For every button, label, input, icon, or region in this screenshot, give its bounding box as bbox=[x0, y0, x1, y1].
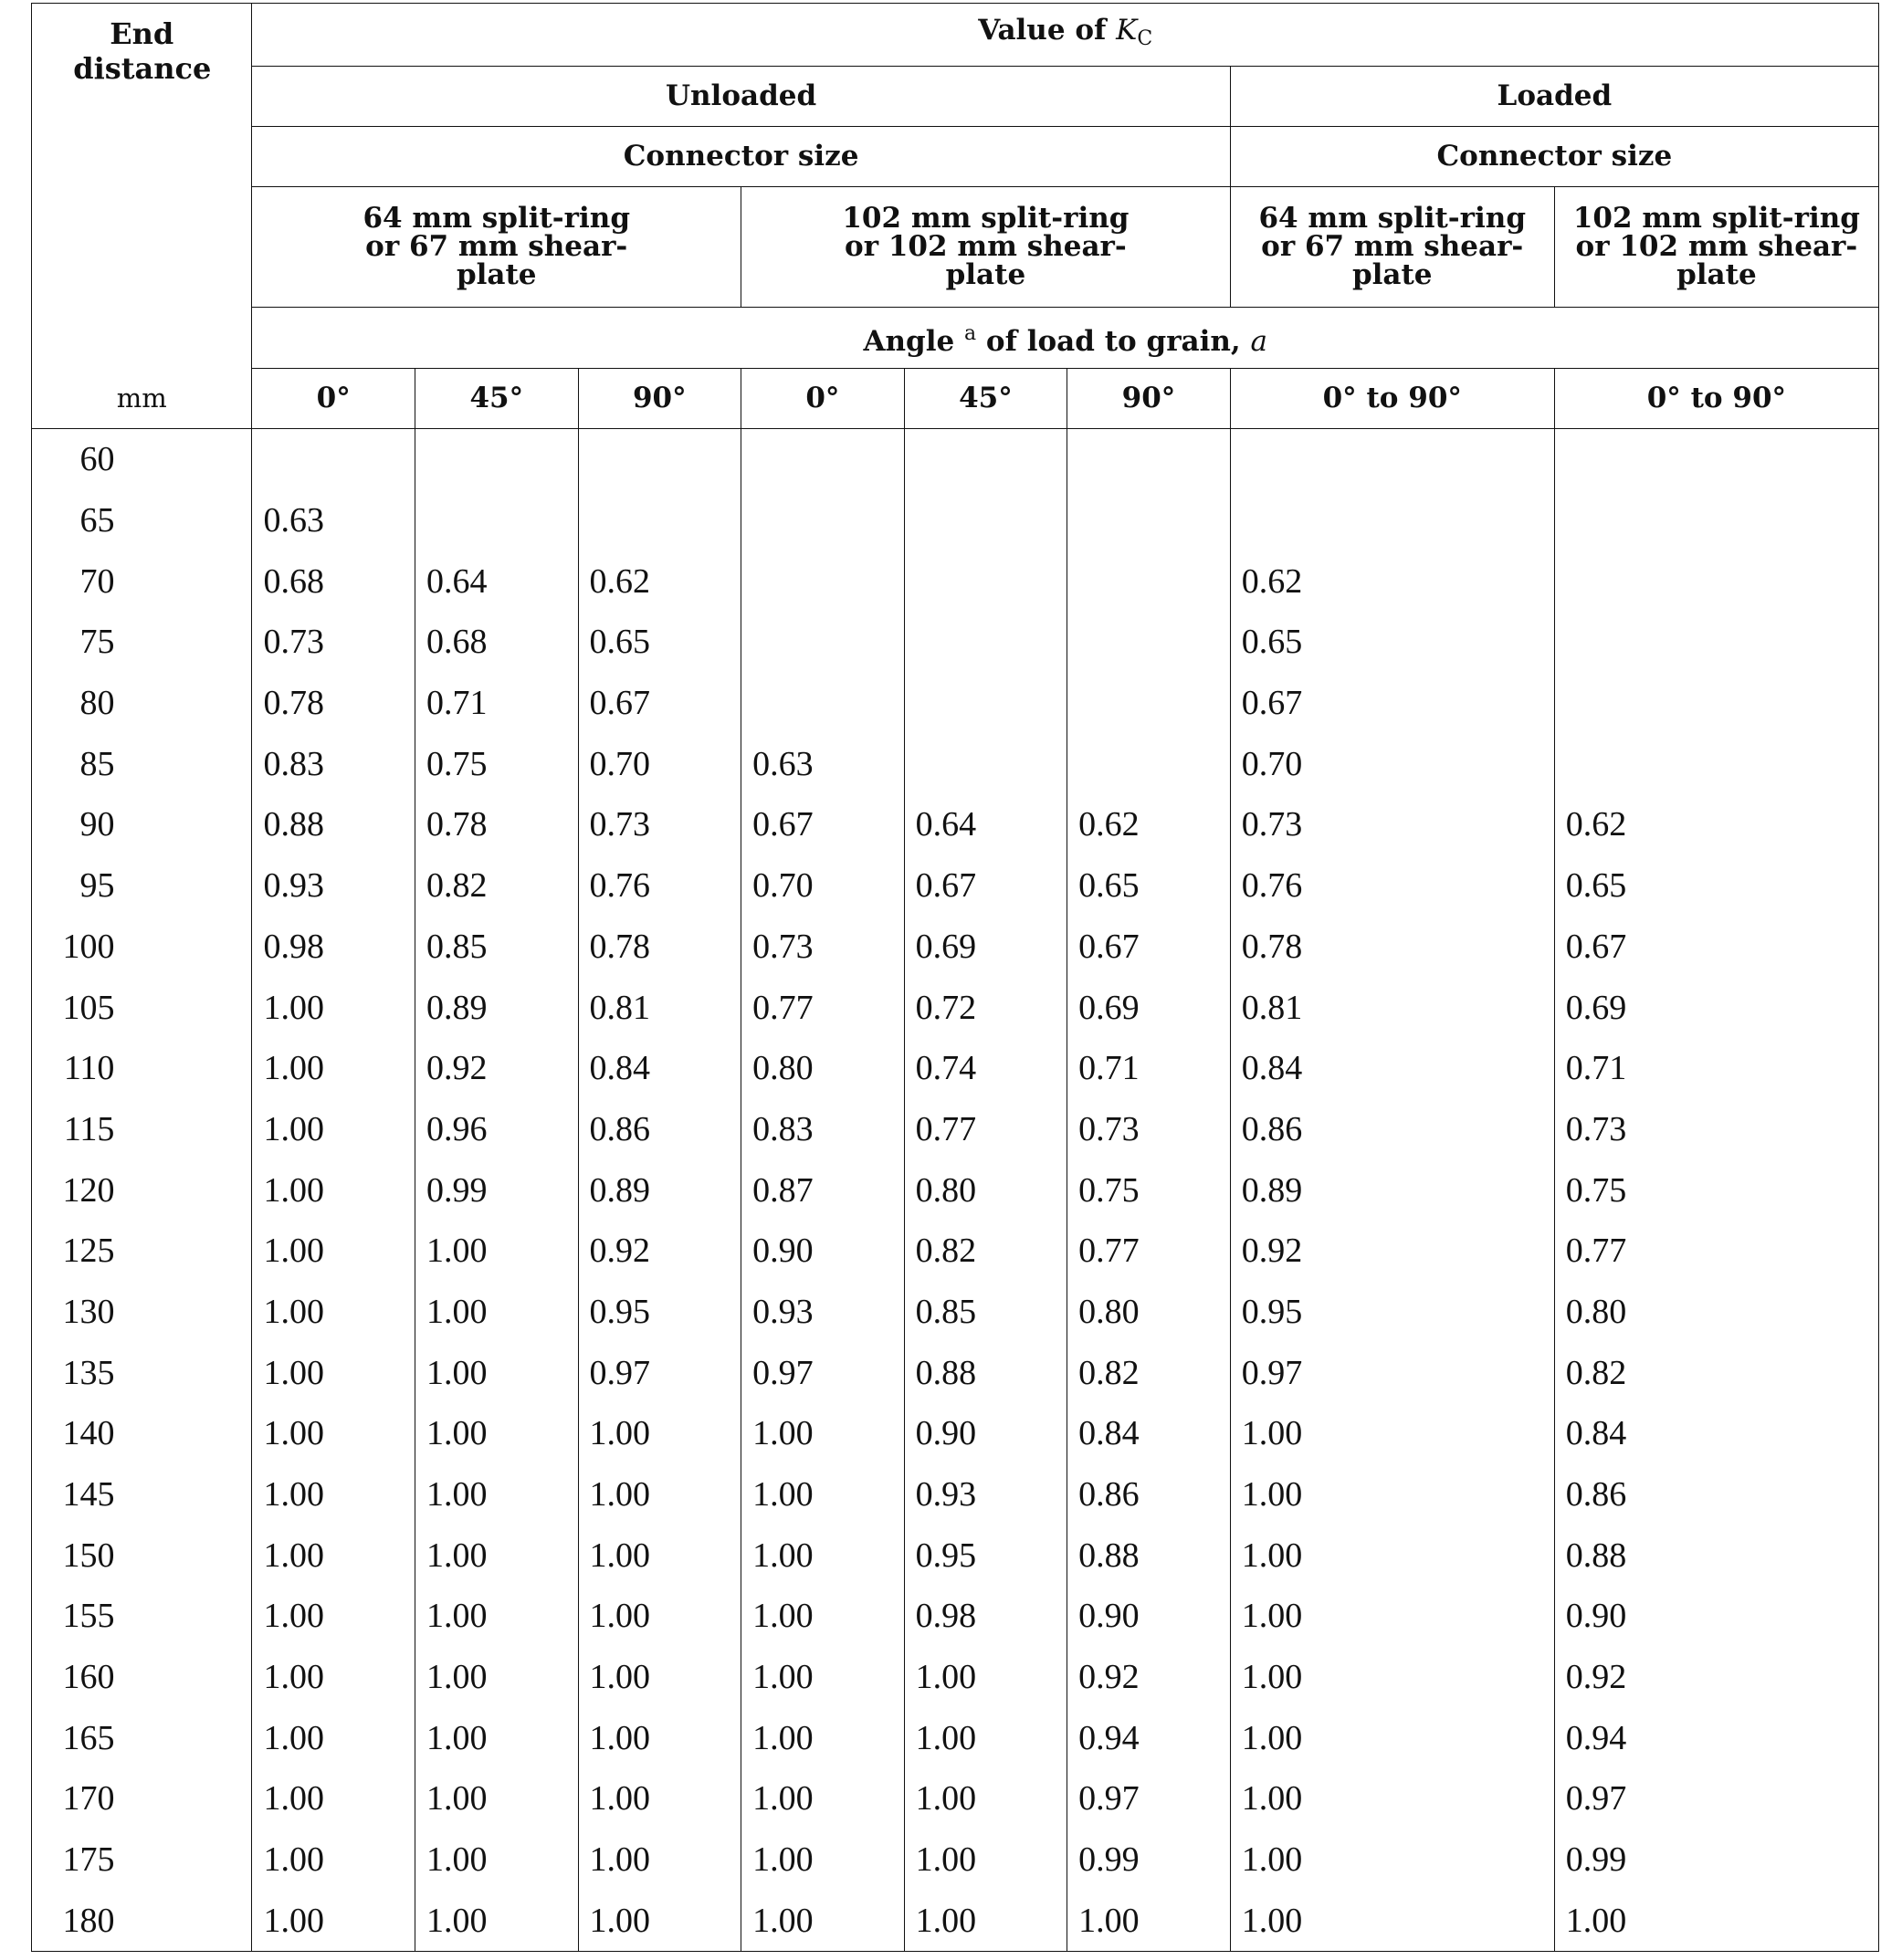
kc-value-cell: 0.93 bbox=[904, 1464, 1067, 1525]
kc-value-cell: 1.00 bbox=[741, 1403, 905, 1464]
table-row bbox=[32, 1586, 1879, 1647]
kc-value-cell: 1.00 bbox=[252, 1221, 415, 1282]
table-row bbox=[32, 1891, 1879, 1952]
kc-value-cell: 1.00 bbox=[904, 1707, 1067, 1768]
kc-value-cell: 0.84 bbox=[1067, 1403, 1231, 1464]
kc-value-cell: 0.83 bbox=[252, 733, 415, 794]
table-row bbox=[32, 917, 1879, 978]
kc-value-cell: 0.73 bbox=[741, 917, 905, 978]
end-distance-cell: 110 bbox=[32, 1038, 252, 1099]
kc-value-cell bbox=[1067, 612, 1231, 673]
kc-value-cell: 0.77 bbox=[1554, 1221, 1878, 1282]
kc-value-cell: 1.00 bbox=[415, 1525, 578, 1586]
kc-value-cell: 1.00 bbox=[415, 1647, 578, 1708]
kc-value-cell bbox=[1230, 429, 1554, 490]
kc-value-cell: 0.78 bbox=[578, 917, 741, 978]
end-distance-cell: 150 bbox=[32, 1525, 252, 1586]
angle-symbol: a bbox=[1250, 325, 1267, 358]
kc-value-cell: 1.00 bbox=[252, 1768, 415, 1829]
kc-value-cell: 1.00 bbox=[1554, 1891, 1878, 1952]
kc-value-cell: 0.76 bbox=[1230, 855, 1554, 917]
end-distance-cell: 65 bbox=[32, 490, 252, 551]
kc-value-cell: 0.67 bbox=[1230, 673, 1554, 734]
kc-value-cell: 1.00 bbox=[741, 1829, 905, 1891]
kc-value-cell: 1.00 bbox=[578, 1768, 741, 1829]
kc-value-cell: 0.99 bbox=[415, 1159, 578, 1221]
end-distance-cell: 70 bbox=[32, 550, 252, 612]
kc-value-cell: 1.00 bbox=[578, 1525, 741, 1586]
kc-value-cell bbox=[1067, 429, 1231, 490]
kc-value-cell: 1.00 bbox=[741, 1891, 905, 1952]
kc-value-cell: 0.80 bbox=[904, 1159, 1067, 1221]
kc-value-cell bbox=[904, 673, 1067, 734]
table-row bbox=[32, 1038, 1879, 1099]
table-row bbox=[32, 794, 1879, 855]
end-distance-cell: 175 bbox=[32, 1829, 252, 1891]
table-row bbox=[32, 612, 1879, 673]
kc-value-cell: 0.77 bbox=[1067, 1221, 1231, 1282]
kc-value-cell: 1.00 bbox=[415, 1891, 578, 1952]
angle-col-8: 0° to 90° bbox=[1554, 369, 1878, 429]
kc-value-cell bbox=[904, 429, 1067, 490]
kc-value-cell bbox=[252, 429, 415, 490]
kc-value-cell: 0.90 bbox=[741, 1221, 905, 1282]
kc-value-cell: 1.00 bbox=[252, 1464, 415, 1525]
kc-value-cell: 0.84 bbox=[578, 1038, 741, 1099]
kc-value-cell: 0.62 bbox=[1067, 794, 1231, 855]
kc-value-cell: 0.92 bbox=[415, 1038, 578, 1099]
kc-value-cell: 0.63 bbox=[252, 490, 415, 551]
kc-value-cell: 0.68 bbox=[415, 612, 578, 673]
kc-value-cell bbox=[578, 429, 741, 490]
table-row bbox=[32, 1707, 1879, 1768]
end-distance-cell: 145 bbox=[32, 1464, 252, 1525]
kc-value-cell: 0.64 bbox=[904, 794, 1067, 855]
end-distance-cell: 165 bbox=[32, 1707, 252, 1768]
kc-value-cell: 0.86 bbox=[1230, 1099, 1554, 1160]
kc-value-cell: 0.92 bbox=[1554, 1647, 1878, 1708]
kc-value-cell: 0.67 bbox=[904, 855, 1067, 917]
end-distance-label: End distance bbox=[73, 16, 212, 86]
kc-value-cell: 1.00 bbox=[415, 1707, 578, 1768]
kc-value-cell: 0.92 bbox=[1067, 1647, 1231, 1708]
kc-value-cell: 0.85 bbox=[904, 1282, 1067, 1343]
end-distance-cell: 80 bbox=[32, 673, 252, 734]
kc-value-cell bbox=[904, 612, 1067, 673]
kc-value-cell: 0.73 bbox=[1230, 794, 1554, 855]
angle-col-2: 45° bbox=[415, 369, 578, 429]
size-64-unloaded-header bbox=[252, 187, 741, 308]
angle-col-3: 90° bbox=[578, 369, 741, 429]
kc-value-cell: 1.00 bbox=[415, 1403, 578, 1464]
kc-value-cell: 0.74 bbox=[904, 1038, 1067, 1099]
kc-value-cell: 0.65 bbox=[1554, 855, 1878, 917]
size-64-unloaded-label: 64 mm split-ring or 67 mm shear-plate bbox=[363, 202, 631, 291]
kc-value-cell bbox=[415, 429, 578, 490]
kc-value-cell: 0.86 bbox=[1554, 1464, 1878, 1525]
kc-value-cell: 0.81 bbox=[578, 977, 741, 1038]
kc-value-cell bbox=[741, 612, 905, 673]
kc-value-cell: 1.00 bbox=[578, 1829, 741, 1891]
connector-size-unloaded-header: Connector size bbox=[252, 127, 1230, 187]
kc-value-cell bbox=[1230, 490, 1554, 551]
kc-value-cell: 1.00 bbox=[252, 1647, 415, 1708]
kc-value-cell: 1.00 bbox=[1230, 1829, 1554, 1891]
end-distance-cell: 125 bbox=[32, 1221, 252, 1282]
kc-end-distance-table bbox=[31, 3, 1879, 1952]
kc-value-cell: 1.00 bbox=[1230, 1707, 1554, 1768]
kc-value-cell: 1.00 bbox=[1230, 1647, 1554, 1708]
table-row bbox=[32, 1829, 1879, 1891]
angle-col-6: 90° bbox=[1067, 369, 1231, 429]
kc-value-cell: 0.62 bbox=[1230, 550, 1554, 612]
kc-value-cell: 0.98 bbox=[904, 1586, 1067, 1647]
kc-value-cell: 0.65 bbox=[578, 612, 741, 673]
kc-value-cell: 0.87 bbox=[741, 1159, 905, 1221]
kc-value-cell: 0.94 bbox=[1067, 1707, 1231, 1768]
angle-label-rest: of load to grain, bbox=[976, 325, 1251, 358]
kc-value-cell: 1.00 bbox=[252, 1403, 415, 1464]
kc-table-container bbox=[31, 3, 1879, 1952]
kc-value-cell: 1.00 bbox=[1230, 1403, 1554, 1464]
kc-value-cell: 1.00 bbox=[415, 1586, 578, 1647]
end-distance-cell: 85 bbox=[32, 733, 252, 794]
kc-value-cell: 1.00 bbox=[252, 1829, 415, 1891]
table-row bbox=[32, 429, 1879, 490]
table-row bbox=[32, 855, 1879, 917]
value-of-label: Value of bbox=[978, 14, 1117, 47]
end-distance-header bbox=[32, 4, 252, 369]
kc-value-cell: 1.00 bbox=[1230, 1891, 1554, 1952]
kc-value-cell bbox=[578, 490, 741, 551]
kc-value-cell: 1.00 bbox=[252, 1342, 415, 1403]
kc-value-cell: 0.63 bbox=[741, 733, 905, 794]
table-row bbox=[32, 1647, 1879, 1708]
kc-value-cell: 0.73 bbox=[1067, 1099, 1231, 1160]
table-row bbox=[32, 733, 1879, 794]
kc-value-cell: 0.73 bbox=[1554, 1099, 1878, 1160]
kc-value-cell: 0.68 bbox=[252, 550, 415, 612]
kc-value-cell bbox=[741, 550, 905, 612]
kc-value-cell: 0.72 bbox=[904, 977, 1067, 1038]
value-of-kc-header bbox=[252, 4, 1879, 67]
kc-value-cell: 1.00 bbox=[252, 1586, 415, 1647]
kc-value-cell: 0.80 bbox=[1067, 1282, 1231, 1343]
kc-value-cell: 0.80 bbox=[741, 1038, 905, 1099]
unit-mm: mm bbox=[32, 369, 252, 429]
kc-value-cell: 0.95 bbox=[904, 1525, 1067, 1586]
table-row bbox=[32, 550, 1879, 612]
kc-value-cell: 1.00 bbox=[252, 1282, 415, 1343]
kc-value-cell bbox=[1067, 550, 1231, 612]
kc-value-cell: 0.90 bbox=[904, 1403, 1067, 1464]
kc-value-cell: 0.90 bbox=[1067, 1586, 1231, 1647]
kc-value-cell: 1.00 bbox=[252, 1099, 415, 1160]
kc-value-cell: 1.00 bbox=[252, 1525, 415, 1586]
table-row bbox=[32, 490, 1879, 551]
kc-value-cell bbox=[1067, 490, 1231, 551]
kc-value-cell: 1.00 bbox=[415, 1221, 578, 1282]
size-64-loaded-header bbox=[1230, 187, 1554, 308]
kc-value-cell bbox=[1554, 429, 1878, 490]
kc-value-cell: 0.82 bbox=[1554, 1342, 1878, 1403]
angle-col-7: 0° to 90° bbox=[1230, 369, 1554, 429]
kc-value-cell: 1.00 bbox=[1230, 1525, 1554, 1586]
kc-value-cell bbox=[741, 673, 905, 734]
kc-value-cell: 0.76 bbox=[578, 855, 741, 917]
kc-value-cell: 0.83 bbox=[741, 1099, 905, 1160]
kc-value-cell: 0.94 bbox=[1554, 1707, 1878, 1768]
kc-value-cell: 0.65 bbox=[1067, 855, 1231, 917]
kc-value-cell bbox=[1067, 733, 1231, 794]
kc-value-cell: 1.00 bbox=[904, 1768, 1067, 1829]
kc-value-cell: 0.67 bbox=[578, 673, 741, 734]
kc-value-cell: 0.86 bbox=[578, 1099, 741, 1160]
kc-value-cell: 1.00 bbox=[741, 1707, 905, 1768]
kc-value-cell bbox=[1554, 673, 1878, 734]
kc-value-cell: 0.97 bbox=[1067, 1768, 1231, 1829]
kc-value-cell: 1.00 bbox=[578, 1586, 741, 1647]
kc-value-cell: 0.93 bbox=[741, 1282, 905, 1343]
table-row bbox=[32, 1464, 1879, 1525]
kc-value-cell: 1.00 bbox=[904, 1647, 1067, 1708]
kc-value-cell: 0.82 bbox=[415, 855, 578, 917]
kc-value-cell bbox=[1554, 550, 1878, 612]
kc-value-cell: 1.00 bbox=[415, 1768, 578, 1829]
kc-value-cell: 1.00 bbox=[578, 1403, 741, 1464]
kc-value-cell: 0.88 bbox=[1554, 1525, 1878, 1586]
kc-value-cell: 1.00 bbox=[415, 1342, 578, 1403]
kc-value-cell: 0.73 bbox=[578, 794, 741, 855]
kc-value-cell: 1.00 bbox=[578, 1707, 741, 1768]
kc-value-cell: 0.97 bbox=[741, 1342, 905, 1403]
k-symbol: K bbox=[1116, 14, 1138, 47]
kc-value-cell: 1.00 bbox=[1230, 1586, 1554, 1647]
kc-value-cell: 1.00 bbox=[252, 1891, 415, 1952]
kc-value-cell: 1.00 bbox=[904, 1891, 1067, 1952]
kc-value-cell: 0.67 bbox=[1554, 917, 1878, 978]
kc-value-cell: 0.93 bbox=[252, 855, 415, 917]
kc-value-cell: 0.92 bbox=[578, 1221, 741, 1282]
end-distance-cell: 135 bbox=[32, 1342, 252, 1403]
table-row bbox=[32, 1403, 1879, 1464]
kc-value-cell bbox=[1554, 733, 1878, 794]
kc-value-cell: 0.70 bbox=[578, 733, 741, 794]
kc-value-cell: 1.00 bbox=[415, 1282, 578, 1343]
angle-col-1: 0° bbox=[252, 369, 415, 429]
kc-value-cell: 0.80 bbox=[1554, 1282, 1878, 1343]
end-distance-cell: 170 bbox=[32, 1768, 252, 1829]
table-row bbox=[32, 1525, 1879, 1586]
kc-value-cell: 1.00 bbox=[252, 1159, 415, 1221]
kc-value-cell: 0.88 bbox=[252, 794, 415, 855]
kc-value-cell: 0.96 bbox=[415, 1099, 578, 1160]
angle-col-5: 45° bbox=[904, 369, 1067, 429]
kc-value-cell: 0.98 bbox=[252, 917, 415, 978]
angle-footnote-marker: a bbox=[964, 322, 977, 345]
kc-value-cell: 1.00 bbox=[578, 1464, 741, 1525]
kc-value-cell: 0.77 bbox=[741, 977, 905, 1038]
table-row bbox=[32, 1768, 1879, 1829]
kc-value-cell: 0.99 bbox=[1554, 1829, 1878, 1891]
kc-value-cell: 0.78 bbox=[415, 794, 578, 855]
end-distance-cell: 75 bbox=[32, 612, 252, 673]
kc-value-cell bbox=[741, 429, 905, 490]
kc-value-cell bbox=[741, 490, 905, 551]
kc-value-cell: 1.00 bbox=[1067, 1891, 1231, 1952]
kc-value-cell: 0.88 bbox=[904, 1342, 1067, 1403]
kc-value-cell: 1.00 bbox=[741, 1586, 905, 1647]
end-distance-cell: 115 bbox=[32, 1099, 252, 1160]
end-distance-cell: 105 bbox=[32, 977, 252, 1038]
kc-value-cell: 0.81 bbox=[1230, 977, 1554, 1038]
kc-value-cell: 0.82 bbox=[1067, 1342, 1231, 1403]
connector-size-loaded-header: Connector size bbox=[1230, 127, 1878, 187]
kc-value-cell: 0.89 bbox=[415, 977, 578, 1038]
kc-value-cell: 0.77 bbox=[904, 1099, 1067, 1160]
kc-value-cell: 1.00 bbox=[252, 1038, 415, 1099]
k-subscript: C bbox=[1137, 27, 1153, 50]
kc-value-cell: 0.89 bbox=[578, 1159, 741, 1221]
size-64-loaded-label: 64 mm split-ring or 67 mm shear-plate bbox=[1258, 202, 1527, 291]
kc-value-cell: 1.00 bbox=[415, 1464, 578, 1525]
table-row bbox=[32, 1282, 1879, 1343]
kc-value-cell: 0.69 bbox=[1067, 977, 1231, 1038]
size-102-unloaded-label: 102 mm split-ring or 102 mm shear-plate bbox=[842, 202, 1130, 291]
end-distance-cell: 100 bbox=[32, 917, 252, 978]
table-row bbox=[32, 673, 1879, 734]
kc-value-cell: 0.75 bbox=[415, 733, 578, 794]
kc-value-cell bbox=[1067, 673, 1231, 734]
end-distance-cell: 95 bbox=[32, 855, 252, 917]
kc-value-cell: 0.70 bbox=[1230, 733, 1554, 794]
kc-value-cell: 0.65 bbox=[1230, 612, 1554, 673]
kc-value-cell: 1.00 bbox=[1230, 1768, 1554, 1829]
kc-value-cell bbox=[1554, 490, 1878, 551]
kc-value-cell: 1.00 bbox=[252, 1707, 415, 1768]
table-row bbox=[32, 1099, 1879, 1160]
kc-value-cell: 0.71 bbox=[415, 673, 578, 734]
kc-value-cell: 0.71 bbox=[1067, 1038, 1231, 1099]
end-distance-cell: 155 bbox=[32, 1586, 252, 1647]
table-row bbox=[32, 1342, 1879, 1403]
kc-value-cell: 0.84 bbox=[1230, 1038, 1554, 1099]
table-row bbox=[32, 977, 1879, 1038]
kc-value-cell: 0.67 bbox=[741, 794, 905, 855]
kc-value-cell: 0.99 bbox=[1067, 1829, 1231, 1891]
end-distance-cell: 160 bbox=[32, 1647, 252, 1708]
kc-value-cell: 0.95 bbox=[578, 1282, 741, 1343]
kc-value-cell: 0.88 bbox=[1067, 1525, 1231, 1586]
kc-value-cell: 1.00 bbox=[578, 1891, 741, 1952]
end-distance-cell: 180 bbox=[32, 1891, 252, 1952]
kc-value-cell: 0.75 bbox=[1554, 1159, 1878, 1221]
size-102-loaded-header bbox=[1554, 187, 1878, 308]
kc-value-cell: 0.69 bbox=[904, 917, 1067, 978]
angle-col-4: 0° bbox=[741, 369, 905, 429]
size-102-unloaded-header bbox=[741, 187, 1231, 308]
kc-value-cell: 0.64 bbox=[415, 550, 578, 612]
kc-value-cell: 0.82 bbox=[904, 1221, 1067, 1282]
end-distance-cell: 140 bbox=[32, 1403, 252, 1464]
kc-value-cell: 1.00 bbox=[578, 1647, 741, 1708]
unloaded-header: Unloaded bbox=[252, 67, 1230, 127]
kc-value-cell bbox=[904, 733, 1067, 794]
kc-value-cell: 0.78 bbox=[1230, 917, 1554, 978]
kc-value-cell: 0.92 bbox=[1230, 1221, 1554, 1282]
kc-value-cell: 0.67 bbox=[1067, 917, 1231, 978]
end-distance-cell: 90 bbox=[32, 794, 252, 855]
end-distance-cell: 130 bbox=[32, 1282, 252, 1343]
size-102-loaded-label: 102 mm split-ring or 102 mm shear-plate bbox=[1572, 202, 1860, 291]
kc-value-cell: 1.00 bbox=[741, 1464, 905, 1525]
kc-value-cell: 1.00 bbox=[741, 1768, 905, 1829]
angle-label: Angle bbox=[863, 325, 964, 358]
kc-value-cell: 0.86 bbox=[1067, 1464, 1231, 1525]
kc-value-cell: 0.90 bbox=[1554, 1586, 1878, 1647]
kc-value-cell: 0.71 bbox=[1554, 1038, 1878, 1099]
kc-value-cell: 0.84 bbox=[1554, 1403, 1878, 1464]
kc-value-cell bbox=[904, 490, 1067, 551]
kc-value-cell: 0.73 bbox=[252, 612, 415, 673]
table-row bbox=[32, 1221, 1879, 1282]
kc-value-cell: 0.89 bbox=[1230, 1159, 1554, 1221]
loaded-header: Loaded bbox=[1230, 67, 1878, 127]
angle-header bbox=[252, 308, 1879, 369]
kc-value-cell: 1.00 bbox=[741, 1647, 905, 1708]
end-distance-cell: 120 bbox=[32, 1159, 252, 1221]
kc-value-cell: 0.62 bbox=[578, 550, 741, 612]
kc-value-cell: 1.00 bbox=[741, 1525, 905, 1586]
kc-value-cell: 0.78 bbox=[252, 673, 415, 734]
kc-value-cell: 0.97 bbox=[1554, 1768, 1878, 1829]
table-row bbox=[32, 1159, 1879, 1221]
kc-value-cell bbox=[415, 490, 578, 551]
kc-value-cell: 1.00 bbox=[415, 1829, 578, 1891]
kc-value-cell: 1.00 bbox=[252, 977, 415, 1038]
kc-value-cell: 0.97 bbox=[1230, 1342, 1554, 1403]
kc-value-cell: 1.00 bbox=[904, 1829, 1067, 1891]
end-distance-cell: 60 bbox=[32, 429, 252, 490]
kc-value-cell bbox=[1554, 612, 1878, 673]
kc-value-cell: 0.69 bbox=[1554, 977, 1878, 1038]
kc-value-cell: 1.00 bbox=[1230, 1464, 1554, 1525]
kc-value-cell: 0.97 bbox=[578, 1342, 741, 1403]
table-body bbox=[32, 429, 1879, 1952]
kc-value-cell: 0.95 bbox=[1230, 1282, 1554, 1343]
kc-value-cell: 0.75 bbox=[1067, 1159, 1231, 1221]
kc-value-cell: 0.85 bbox=[415, 917, 578, 978]
kc-value-cell: 0.62 bbox=[1554, 794, 1878, 855]
kc-value-cell bbox=[904, 550, 1067, 612]
kc-value-cell: 0.70 bbox=[741, 855, 905, 917]
